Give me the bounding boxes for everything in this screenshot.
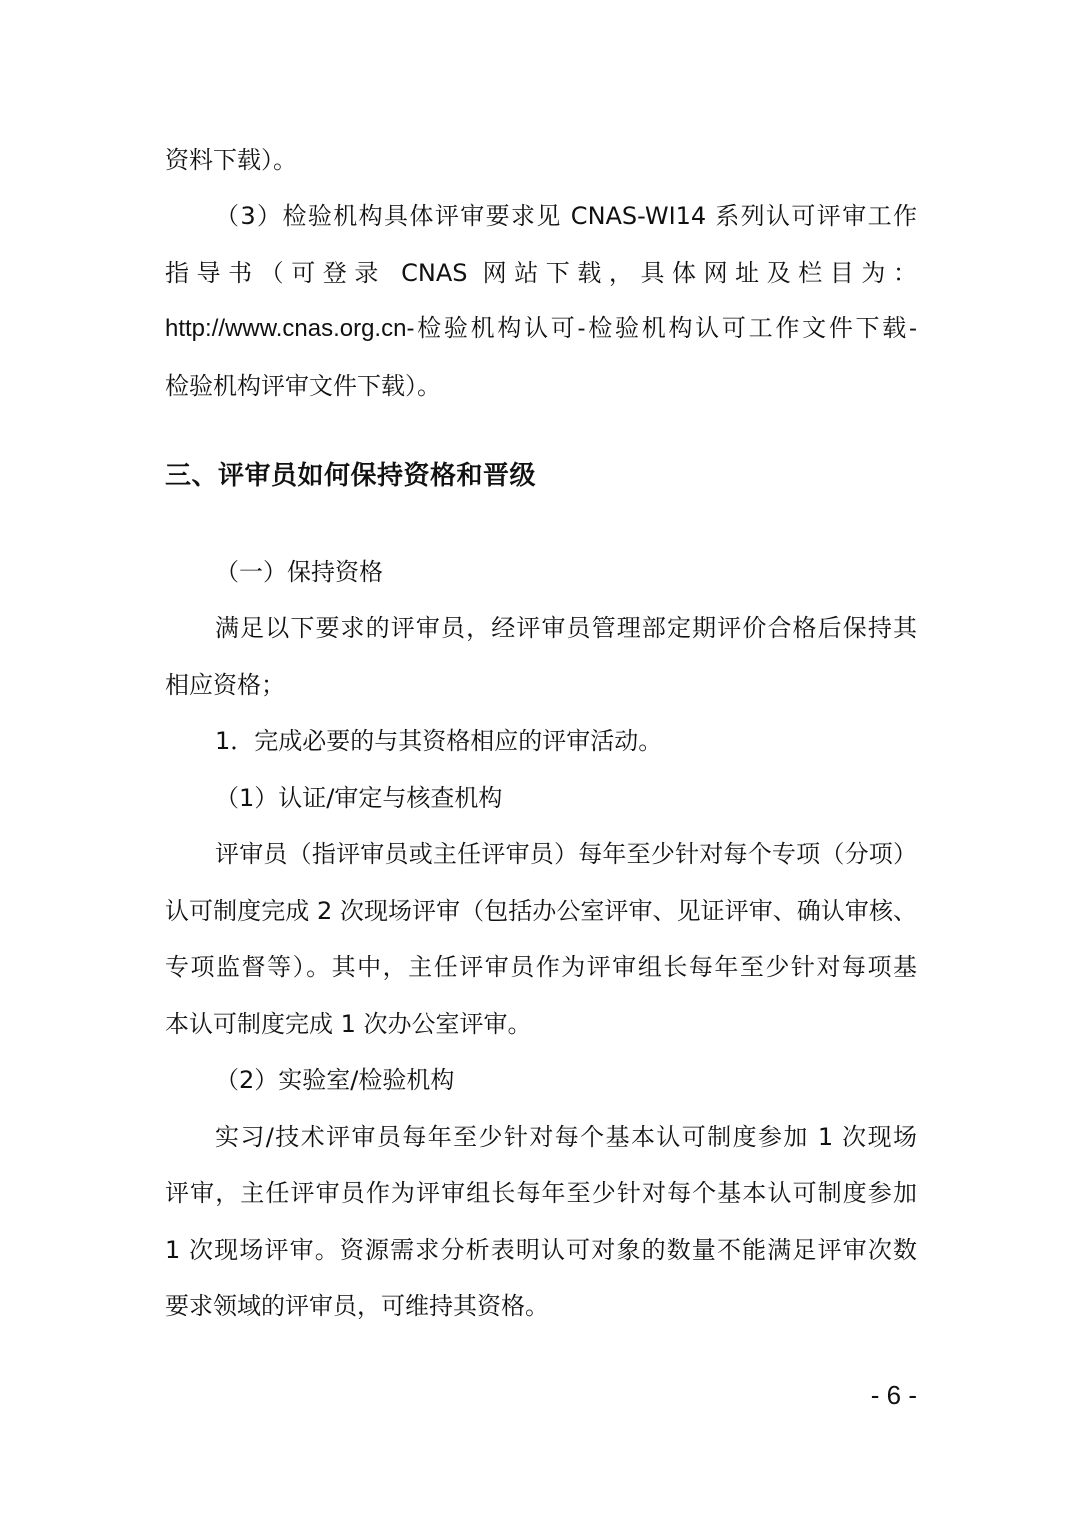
section-heading: 三、评审员如何保持资格和晋级	[165, 461, 537, 491]
text-line-office-review: 本认可制度完成 1 次办公室评审。	[165, 1010, 532, 1038]
text-line-resource-analysis: 1 次现场评审。资源需求分析表明认可对象的数量不能满足评审次数	[165, 1236, 917, 1264]
text-line-maintain: 要求领域的评审员，可维持其资格。	[165, 1292, 549, 1320]
text-line-guide: 指导书（可登录 CNAS 网站下载，具体网址及栏目为：	[165, 259, 917, 287]
text-line-qualification: 相应资格；	[165, 671, 285, 699]
paragraph-intern-reviewer: 实习/技术评审员每年至少针对每个基本认可制度参加 1 次现场	[215, 1123, 917, 1151]
text-line-continuation: 资料下载）。	[165, 146, 297, 174]
text-line-team-leader: 评审，主任评审员作为评审组长每年至少针对每个基本认可制度参加	[165, 1179, 917, 1207]
subitem-2-heading: （2）实验室/检验机构	[215, 1066, 455, 1094]
paragraph-reviewer: 评审员（指评审员或主任评审员）每年至少针对每个专项（分项）	[215, 840, 917, 868]
item-3-inspection-requirements: （3）检验机构具体评审要求见 CNAS-WI14 系列认可评审工作	[215, 202, 917, 230]
text-line-review-types: 认可制度完成 2 次现场评审（包括办公室评审、见证评审、确认审核、	[165, 897, 917, 925]
list-item-1: 1．完成必要的与其资格相应的评审活动。	[215, 727, 663, 755]
page-number: - 6 -	[870, 1380, 917, 1410]
subitem-1-heading: （1）认证/审定与核查机构	[215, 784, 503, 812]
text-line-download: 检验机构评审文件下载）。	[165, 372, 441, 400]
text-line-url: http://www.cnas.org.cn-检验机构认可-检验机构认可工作文件下载-	[165, 315, 917, 342]
subsection-heading-maintain: （一）保持资格	[215, 558, 383, 586]
text-line-chief-reviewer: 专项监督等）。其中，主任评审员作为评审组长每年至少针对每项基	[165, 953, 917, 981]
paragraph-requirement: 满足以下要求的评审员，经评审员管理部定期评价合格后保持其	[215, 614, 917, 642]
